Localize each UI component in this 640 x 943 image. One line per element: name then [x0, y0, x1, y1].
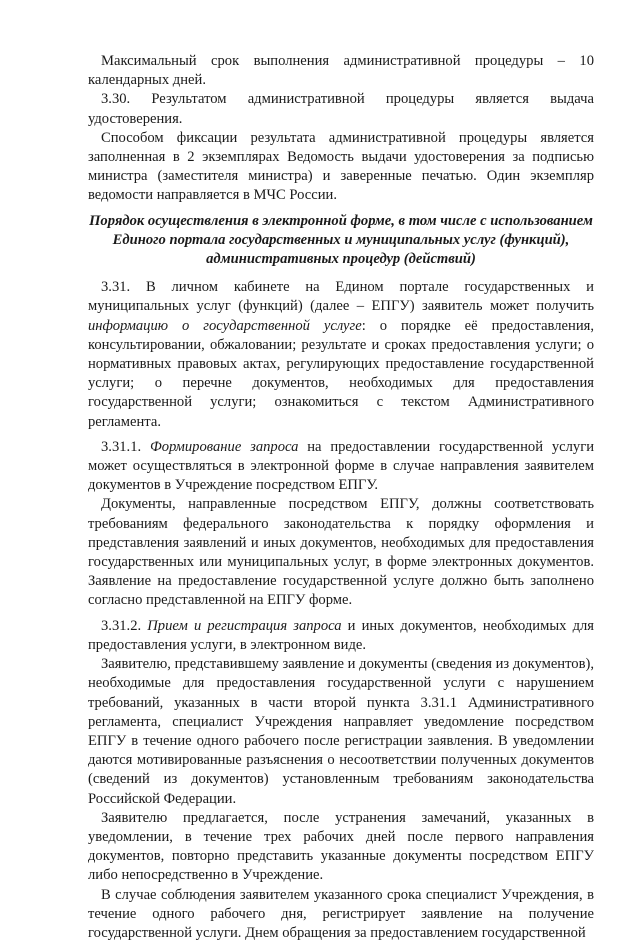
document-page [88, 52, 594, 943]
paragraph-3-31-1 [88, 438, 594, 496]
heading-line-1: Порядок осуществления в электронной форме, в том числе с использованием [89, 212, 593, 229]
p3311-post: на предоставлении государственной услуги может осуществляться в электронной форме в случае направления заявителем документов в Учреждение посредством ЕПГУ. [88, 438, 594, 494]
heading-line-2: Единого портала государственных и муниципальных услуг (функций), [112, 231, 570, 248]
heading-line-3: административных процедур (действий) [206, 251, 476, 268]
p331-em: информацию о государственной услуге [88, 317, 362, 334]
p3312-post: и иных документов, необходимых для предоставления услуги, в электронном виде. [88, 617, 595, 653]
section-heading [88, 212, 594, 270]
paragraph-3-31 [88, 278, 594, 432]
p331-post: : о порядке её предоставления, консультировании, обжаловании; результате и сроках предоставления услуги; о нормативных правовых актах, регулирующих предоставление государственной услуги; о перечне документов, необходимых для предоставления государственной услуги; ознакомиться с текстом Административного регламента. [88, 317, 594, 430]
p331-pre: 3.31. В личном кабинете на Едином портале государственных и муниципальных услуг (функций) (далее – ЕПГУ) заявитель может получить [88, 279, 594, 315]
paragraph-fixation-method: Способом фиксации результата административной процедуры является заполненная в 2 экземплярах Ведомость выдачи удостоверения за подписью министра (заместителя министра) и заверенные печатью. Один экземпляр ведомости направляется в МЧС России. [88, 129, 594, 204]
p3312-em: Прием и регистрация запроса [147, 617, 342, 634]
paragraph-documents-epgu: Документы, направленные посредством ЕПГУ, должны соответствовать требованиям федерального законодательства к порядку оформления и представления заявлений и иных документов, необходимых для предоставления государственных или муниципальных услуг, в форме электронных документов. Заявление на предоставление государственной услуге должно быть заполнено согласно представленной на ЕПГУ форме. [88, 496, 594, 609]
p3312-pre: 3.31.2. [101, 617, 148, 634]
p3311-pre: 3.31.1. [101, 438, 150, 455]
paragraph-3-31-2 [88, 617, 594, 655]
paragraph-resubmission: Заявителю предлагается, после устранения замечаний, указанных в уведомлении, в течение трех рабочих дней после первого направления документов, повторно представить указанные документы посредством ЕПГУ либо непосредственно в Учреждение. [88, 809, 594, 884]
paragraph-deadline: Максимальный срок выполнения административной процедуры – 10 календарных дней. [88, 53, 594, 89]
paragraph-3-30: 3.30. Результатом административной процедуры является выдача удостоверения. [88, 91, 594, 127]
p3311-em: Формирование запроса [149, 438, 299, 455]
paragraph-registration: В случае соблюдения заявителем указанного срока специалист Учреждения, в течение одного рабочего дня, регистрирует заявление на получение государственной услуги. Днем обращения за предоставлением государственной [88, 886, 594, 941]
paragraph-violation-notice: Заявителю, представившему заявление и документы (сведения из документов), необходимые для предоставления государственной услуги с нарушением требований, указанных в части второй пункта 3.31.1 Административного регламента, специалист Учреждения направляет уведомление посредством ЕПГУ в течение одного рабочего после регистрации заявления. В уведомлении даются мотивированные разъяснения о несоответствии полученных документов (сведений из документов) установленным требованиям законодательства Российской Федерации. [88, 656, 594, 807]
